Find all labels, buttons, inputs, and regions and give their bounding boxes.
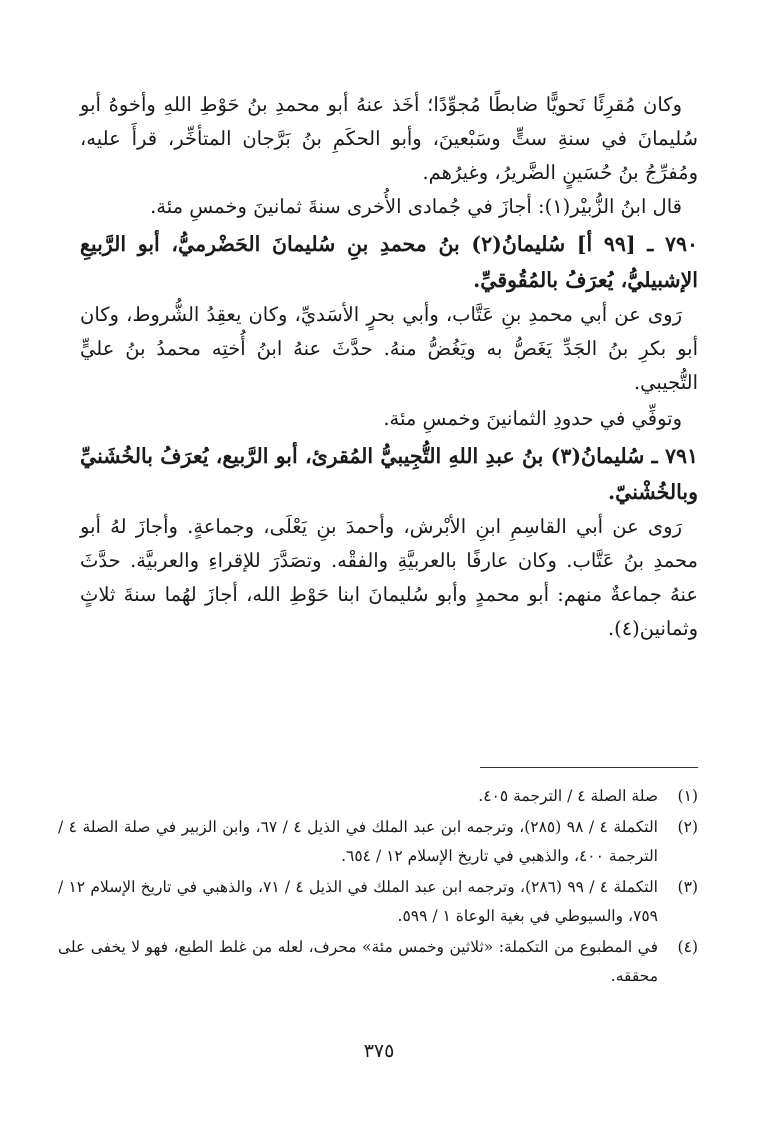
footnote [58, 813, 698, 871]
footnote-text: التكملة ٤ / ٩٩ (٢٨٦)، وترجمه ابن عبد الملك في الذيل ٤ / ٧١، والذهبي في تاريخ الإسلام ١٢ / ٧٥٩، والسيوطي في بغية الوعاة ١ / ٥٩٩. [58, 878, 658, 925]
footnote [58, 933, 698, 991]
paragraph-entry-791: رَوى عن أبي القاسِمِ ابنِ الأبْرش، وأحمدَ بنِ يَعْلَى، وجماعةٍ. وأجازَ لهُ أبو محمدِ بنُ عَتَّاب. وكان عارفًا بالعربيَّةِ والفقْه. وتصَدَّرَ للإقراءِ والعربيَّة. حدَّثَ عنهُ جماعةٌ منهم: أبو محمدٍ وأبو سُليمانَ ابنا حَوْطِ الله، أجازَ لهُما سنةَ ثلاثٍ وثمانين(٤). [80, 515, 698, 640]
footnote-text: في المطبوع من التكملة: «ثلاثين وخمس مئة» محرف، لعله من غلط الطبع، فهو لا يخفى على محققه. [58, 938, 658, 985]
footnotes [58, 782, 698, 993]
entry-heading-790: ٧٩٠ ـ [٩٩ أ] سُليمانُ(٢) بنُ محمدِ بنِ سُليمانَ الحَضْرميُّ، أبو الرَّبيعِ الإشبيليُّ، يُعرَفُ بالمُقُوقيِّ. [80, 232, 698, 292]
footnote [58, 782, 698, 811]
footnote-number: (٣) [677, 878, 698, 896]
footnote-number: (٢) [677, 818, 698, 836]
main-text [80, 88, 698, 646]
footnote-text: صلة الصلة ٤ / الترجمة ٤٠٥. [478, 787, 658, 805]
footnote [58, 873, 698, 931]
entry-heading-791: ٧٩١ ـ سُليمانُ(٣) بنُ عبدِ اللهِ التُّجِيبيُّ المُقرئ، أبو الرَّبيع، يُعرَفُ بالخُشَنيِّ وبالخُشْنيّ. [80, 444, 698, 504]
footnote-text: التكملة ٤ / ٩٨ (٢٨٥)، وترجمه ابن عبد الملك في الذيل ٤ / ٦٧، وابن الزبير في صلة الصلة ٤ / الترجمة ٤٠٠، والذهبي في تاريخ الإسلام ١٢ / ٦٥٤. [58, 818, 658, 865]
footnote-number: (١) [677, 787, 698, 805]
page-number: ٣٧٥ [363, 1040, 395, 1062]
page-body [80, 88, 698, 646]
paragraph-entry-790: رَوى عن أبي محمدِ بنِ عَتَّاب، وأبي بحرٍ الأسَديِّ، وكان يعقِدُ الشُّروط، وكان أبو بكرِ بنُ الجَدِّ يَغَصُّ به ويَغُضُّ منهُ. حدَّثَ عنهُ ابنُ أُختِه محمدُ بنُ عليٍّ التُّجيبي. [80, 303, 698, 394]
paragraph-ibn-zubayr: قال ابنُ الزُّبيْر(١): أجازَ في جُمادى الأُخرى سنةَ ثمانينَ وخمسِ مئة. [150, 195, 682, 218]
paragraph-death-790: وتوفِّي في حدودِ الثمانينَ وخمسِ مئة. [383, 407, 682, 430]
footnote-divider [480, 767, 698, 768]
footnote-number: (٤) [677, 938, 698, 956]
paragraph-intro: وكان مُقرِئًا نَحويًّا ضابطًا مُجوِّدًا؛ أخَذ عنهُ أبو محمدِ بنُ حَوْطِ اللهِ وأخوهُ أبو سُليمانَ في سنةِ ستٍّ وسَبْعينَ، وأبو الحكَمِ بنُ بَرَّجان المتأخِّر، قرأَ عليه، ومُفرِّجُ بنُ حُسَينٍ الضَّريرُ، وغيرُهم. [80, 93, 698, 184]
